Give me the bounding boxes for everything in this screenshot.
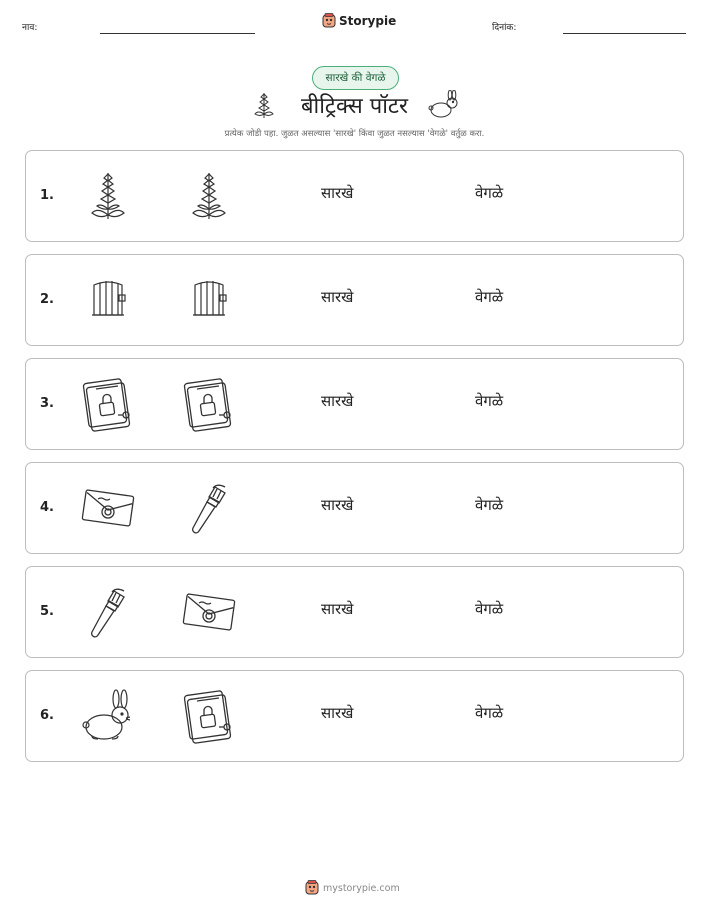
different-option[interactable]: वेगळे — [475, 392, 504, 410]
paint-brush-icon — [179, 479, 239, 539]
same-option[interactable]: सारखे — [321, 496, 354, 514]
different-option[interactable]: वेगळे — [475, 184, 504, 202]
footer — [305, 880, 400, 896]
worksheet-type-badge: सारखे की वेगळे — [312, 66, 399, 90]
question-row — [25, 150, 684, 242]
paint-brush-icon — [78, 583, 138, 643]
question-number: 1. — [40, 188, 54, 203]
wooden-gate-icon — [179, 271, 239, 331]
storypie-mascot-icon — [305, 880, 319, 896]
brand-name: Storypie — [339, 14, 397, 28]
question-row — [25, 670, 684, 762]
question-row — [25, 566, 684, 658]
worksheet-title: बीट्रिक्स पॉटर — [300, 94, 409, 119]
question-row — [25, 462, 684, 554]
date-line[interactable] — [563, 33, 686, 34]
same-option[interactable]: सारखे — [321, 392, 354, 410]
question-number: 2. — [40, 292, 54, 307]
wooden-gate-icon — [78, 271, 138, 331]
rabbit-icon — [78, 687, 138, 747]
same-option[interactable]: सारखे — [321, 184, 354, 202]
same-option[interactable]: सारखे — [321, 600, 354, 618]
question-number: 3. — [40, 396, 54, 411]
locked-diary-icon — [179, 375, 239, 435]
same-option[interactable]: सारखे — [321, 704, 354, 722]
rabbit-icon — [428, 90, 460, 120]
foxglove-flower-icon — [78, 167, 138, 227]
storypie-mascot-icon — [322, 13, 336, 29]
instructions: प्रत्येक जोडी पहा. जुळत असल्यास 'सारखे' किंवा जुळत नसल्यास 'वेगळे' वर्तुळ करा. — [224, 129, 485, 139]
locked-diary-icon — [179, 687, 239, 747]
question-number: 4. — [40, 500, 54, 515]
foxglove-flower-icon — [179, 167, 239, 227]
question-row — [25, 254, 684, 346]
sealed-letter-icon — [179, 583, 239, 643]
name-line[interactable] — [100, 33, 255, 34]
name-label: नाव: — [22, 23, 38, 33]
different-option[interactable]: वेगळे — [475, 704, 504, 722]
question-number: 6. — [40, 708, 54, 723]
different-option[interactable]: वेगळे — [475, 496, 504, 514]
locked-diary-icon — [78, 375, 138, 435]
different-option[interactable]: वेगळे — [475, 288, 504, 306]
different-option[interactable]: वेगळे — [475, 600, 504, 618]
brand-logo — [322, 13, 396, 29]
question-row — [25, 358, 684, 450]
sealed-letter-icon — [78, 479, 138, 539]
same-option[interactable]: सारखे — [321, 288, 354, 306]
question-number: 5. — [40, 604, 54, 619]
date-label: दिनांक: — [492, 23, 517, 33]
footer-url[interactable]: mystorypie.com — [323, 882, 400, 894]
